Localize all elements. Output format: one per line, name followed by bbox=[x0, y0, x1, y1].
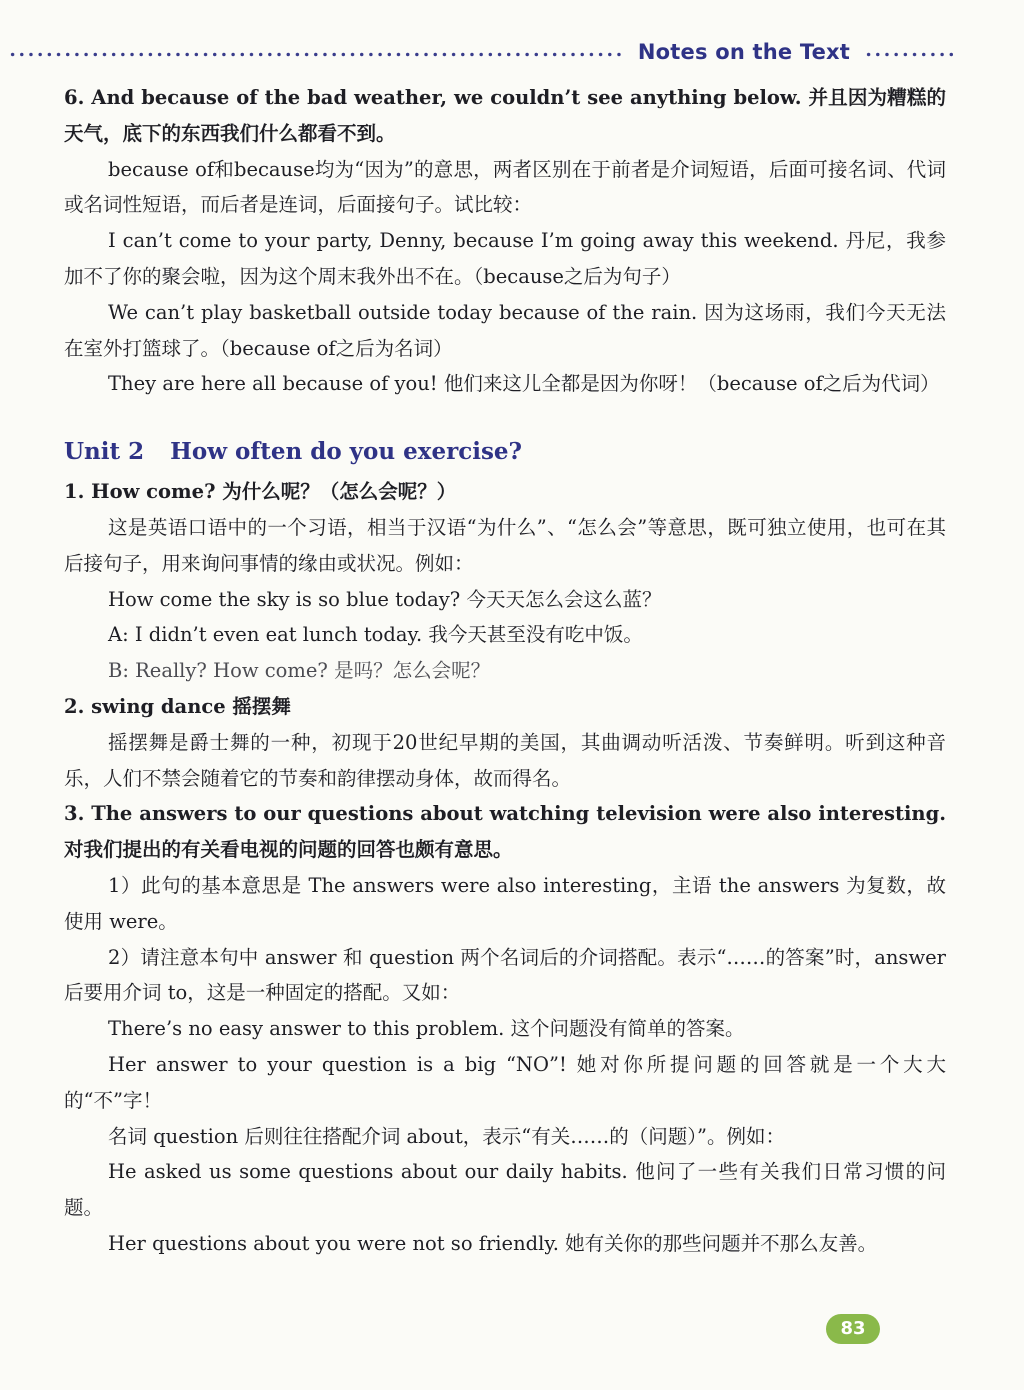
unit-heading bbox=[64, 430, 946, 474]
note-6-example-2: We can’t play basketball outside today because of the rain. 因为这场雨，我们今天无法在室外打篮球了。（because of之后为名词） bbox=[64, 300, 946, 360]
note-3-example-1: There’s no easy answer to this problem. 这个问题没有简单的答案。 bbox=[108, 1017, 745, 1041]
page-number-badge: 83 bbox=[826, 1314, 880, 1344]
note-3-example-2: Her answer to your question is a big “NO”! 她对你所提问题的回答就是一个大大的“不”字！ bbox=[64, 1052, 946, 1112]
note-3-point-3: 名词 question 后则往往搭配介词 about，表示“有关……的（问题）”。例如： bbox=[108, 1124, 785, 1148]
header-title: Notes on the Text bbox=[637, 40, 850, 64]
note-2-heading: 2. swing dance 摇摆舞 bbox=[64, 694, 291, 718]
note-1-explanation: 这是英语口语中的一个习语，相当于汉语“为什么”、“怎么会”等意思，既可独立使用，也可在其后接句子，用来询问事情的缘由或状况。例如： bbox=[64, 515, 946, 575]
note-3-example-4: Her questions about you were not so friendly. 她有关你的那些问题并不那么友善。 bbox=[108, 1231, 878, 1255]
unit-number: Unit 2 bbox=[64, 438, 145, 466]
page-header bbox=[8, 36, 958, 68]
note-6-example-3: They are here all because of you! 他们来这儿全都是因为你呀！（because of之后为代词） bbox=[108, 372, 940, 396]
note-3-example-3: He asked us some questions about our daily habits. 他问了一些有关我们日常习惯的问题。 bbox=[64, 1160, 946, 1220]
dotted-rule-right bbox=[864, 52, 958, 57]
page-content bbox=[64, 80, 946, 1262]
note-1-heading: 1. How come? 为什么呢？（怎么会呢？） bbox=[64, 480, 457, 504]
note-6-explanation: because of和because均为“因为”的意思，两者区别在于前者是介词短语，后面可接名词、代词或名词性短语，而后者是连词，后面接句子。试比较： bbox=[64, 157, 946, 217]
note-1-example-3: B: Really? How come? 是吗？怎么会呢？ bbox=[108, 659, 491, 683]
note-6-heading: 6. And because of the bad weather, we couldn’t see anything below. 并且因为糟糕的天气，底下的东西我们什么都看不到。 bbox=[64, 86, 946, 145]
note-1-example-2: A: I didn’t even eat lunch today. 我今天甚至没有吃中饭。 bbox=[108, 623, 643, 647]
unit-title: How often do you exercise? bbox=[170, 438, 523, 466]
dotted-rule-left bbox=[8, 52, 626, 57]
note-6-example-1: I can’t come to your party, Denny, because I’m going away this weekend. 丹尼，我参加不了你的聚会啦，因为这个周末我外出不在。（because之后为句子） bbox=[64, 229, 946, 288]
note-1-example-1: How come the sky is so blue today? 今天天怎么会这么蓝？ bbox=[108, 587, 662, 611]
note-3-point-2: 2）请注意本句中 answer 和 question 两个名词后的介词搭配。表示“……的答案”时，answer 后要用介词 to，这是一种固定的搭配。又如： bbox=[64, 945, 946, 1005]
note-3-point-1: 1）此句的基本意思是 The answers were also interesting，主语 the answers 为复数，故使用 were。 bbox=[64, 873, 946, 933]
note-2-explanation: 摇摆舞是爵士舞的一种，初现于20世纪早期的美国，其曲调动听活泼、节奏鲜明。听到这种音乐，人们不禁会随着它的节奏和韵律摆动身体，故而得名。 bbox=[64, 730, 946, 790]
note-3-heading: 3. The answers to our questions about watching television were also interesting. 对我们提出的有关看电视的问题的回答也颇有意思。 bbox=[64, 802, 946, 862]
